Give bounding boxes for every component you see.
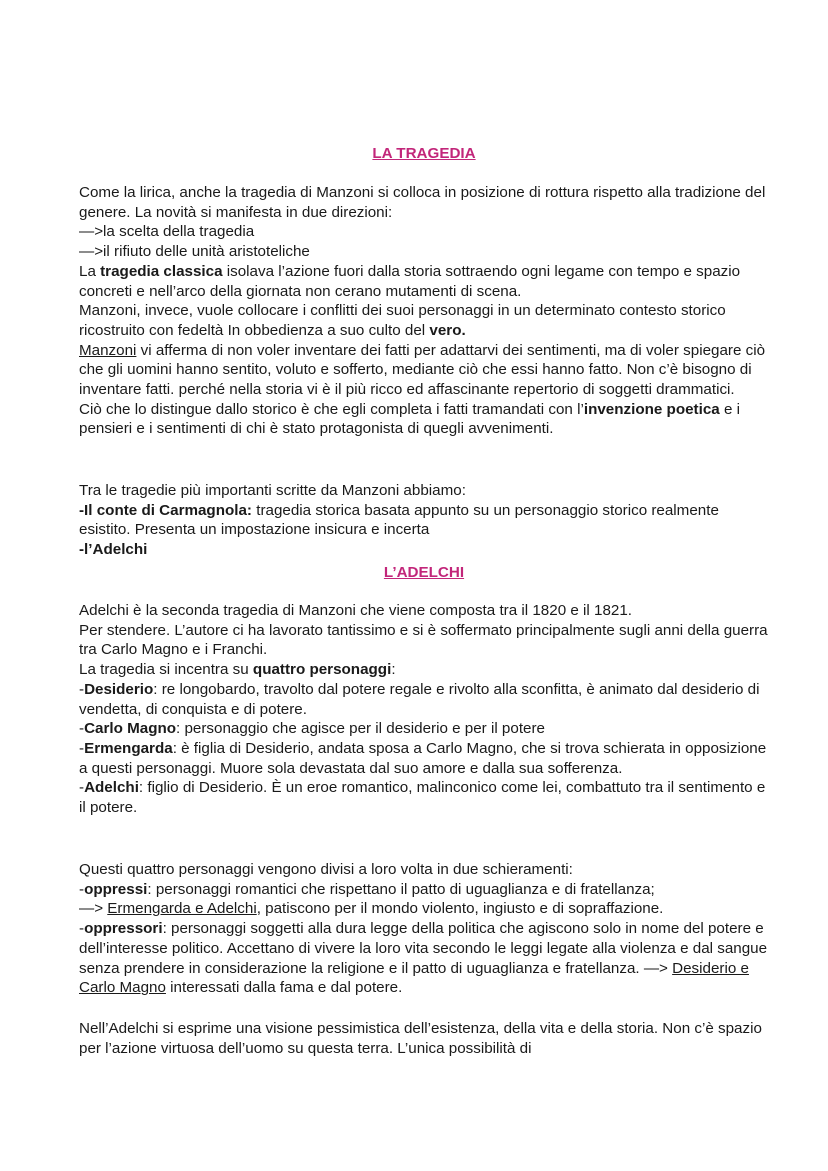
item-oppressori: -oppressori: personaggi soggetti alla dura legge della politica che agiscono solo in nome del potere e dell’interesse politico. Accettano di vivere la loro vita secondo le leggi legate alla violenza e dal sangue senza prendere in considerazione la religione e il patto di uguaglianza e fratellanza. —> Desiderio e Carlo Magno interessati dalla fama e dal potere. bbox=[79, 920, 768, 997]
paragraph-quattro-personaggi: La tragedia si incentra su quattro personaggi: bbox=[79, 661, 396, 679]
paragraph-intro: Come la lirica, anche la tragedia di Manzoni si colloca in posizione di rottura rispetto alla tradizione del genere. La novità si manifesta in due direzioni: bbox=[79, 184, 766, 221]
section-tragedie-importanti bbox=[79, 481, 769, 560]
section-tragedia bbox=[79, 183, 769, 439]
direction-2: —>il rifiuto delle unità aristoteliche bbox=[79, 243, 310, 261]
direction-1: —>la scelta della tragedia bbox=[79, 223, 255, 241]
section-schieramenti bbox=[79, 860, 769, 998]
character-desiderio: -Desiderio: re longobardo, travolto dal potere regale e rivolto alla sconfitta, è animato dal desiderio di vendetta, di conquista e di potere. bbox=[79, 680, 760, 718]
paragraph-distingue: Ciò che lo distingue dallo storico è che egli completa i fatti tramandati con l’invenzione poetica e i pensieri e i sentimenti di chi è stato protagonista di quegli avvenimenti. bbox=[79, 400, 740, 438]
underlined-manzoni: Manzoni bbox=[79, 341, 137, 359]
paragraph-visione: Nell’Adelchi si esprime una visione pessimistica dell’esistenza, della vita e della storia. Non c’è spazio per l’azione virtuosa dell’uomo su questa terra. L’unica possibilità di bbox=[79, 1020, 762, 1057]
paragraph-manzoni: Manzoni, invece, vuole collocare i conflitti dei suoi personaggi in un determinato contesto storico ricostruito con fedeltà In obbedienza a suo culto del vero. bbox=[79, 302, 726, 339]
bold-tragedia-classica: tragedia classica bbox=[100, 262, 223, 280]
character-ermengarda: -Ermengarda: è figlia di Desiderio, andata sposa a Carlo Magno, che si trova schierata in opposizione a questi personaggi. Muore sola devastata dal suo amore e dalla sua sofferenza. bbox=[79, 739, 767, 777]
paragraph-afferma: Manzoni vi afferma di non voler inventare dei fatti per adattarvi dei sentimenti, ma di voler spiegare ciò che gli uomini hanno sentito, voluto e sofferto, mediante ciò che essi hanno fatto. Non c’è bisogno di inventare fatti. perché nella storia vi è il più ricco ed affascinante repertorio di soggetti drammatici. bbox=[79, 341, 766, 399]
section-visione-pessimistica bbox=[79, 1019, 769, 1058]
paragraph-tragedia-classica: La tragedia classica isolava l’azione fuori dalla storia sottraendo ogni legame con tempo e spazio concreti e nell’arco della giornata non cerano mutamenti di scena. bbox=[79, 262, 741, 300]
item-oppressi-names: —> Ermengarda e Adelchi, patiscono per il mondo violento, ingiusto e di sopraffazione. bbox=[79, 900, 664, 918]
character-adelchi: -Adelchi: figlio di Desiderio. È un eroe romantico, malinconico come lei, combattuto tra il sentimento e il potere. bbox=[79, 779, 766, 817]
underlined-desiderio-carlo-magno: Desiderio e Carlo Magno bbox=[79, 959, 749, 997]
bold-vero: vero. bbox=[429, 321, 466, 339]
paragraph-adelchi-intro: Adelchi è la seconda tragedia di Manzoni che viene composta tra il 1820 e il 1821. bbox=[79, 602, 633, 619]
section-adelchi bbox=[79, 601, 769, 818]
paragraph-stendere: Per stendere. L’autore ci ha lavorato tantissimo e si è soffermato principalmente sugli anni della guerra tra Carlo Magno e i Franchi. bbox=[79, 621, 768, 659]
paragraph-tragedie-intro: Tra le tragedie più importanti scritte da Manzoni abbiamo: bbox=[79, 482, 466, 499]
paragraph-schieramenti-intro: Questi quattro personaggi vengono divisi a loro volta in due schieramenti: bbox=[79, 861, 573, 878]
list-item-adelchi: -l’Adelchi bbox=[79, 541, 148, 559]
underlined-ermengarda-adelchi: Ermengarda e Adelchi bbox=[107, 900, 257, 918]
list-item-carmagnola: -Il conte di Carmagnola: tragedia storica basata appunto su un personaggio storico realmente esistito. Presenta un impostazione insicura e incerta bbox=[79, 501, 719, 539]
bold-invenzione-poetica: invenzione poetica bbox=[583, 400, 720, 418]
title-adelchi: L’ADELCHI bbox=[383, 564, 465, 581]
item-oppressi: -oppressi: personaggi romantici che rispettano il patto di uguaglianza e di fratellanza; bbox=[79, 880, 655, 898]
character-carlo-magno: -Carlo Magno: personaggio che agisce per il desiderio e per il potere bbox=[79, 720, 545, 738]
title-la-tragedia: LA TRAGEDIA bbox=[372, 145, 476, 162]
